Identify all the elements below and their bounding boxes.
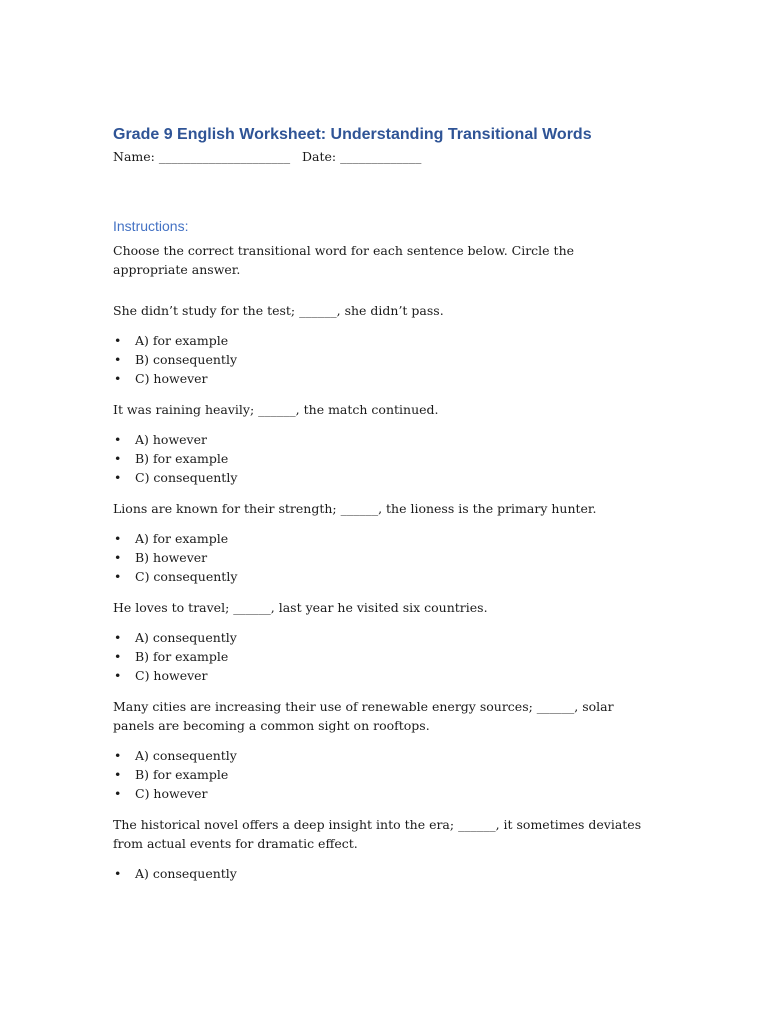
answer-option[interactable] [113, 567, 648, 586]
answer-option[interactable] [113, 647, 648, 666]
question-text: Many cities are increasing their use of renewable energy sources; ______, solar panels are becoming a common sight on rooftops. [113, 699, 614, 733]
bullet-icon: • [114, 767, 122, 782]
answer-option-label: B) for example [135, 649, 229, 664]
answer-options [113, 430, 648, 487]
bullet-icon: • [114, 630, 122, 645]
question-block [113, 499, 648, 586]
bullet-icon: • [114, 432, 122, 447]
question-block [113, 815, 648, 883]
instructions-heading: Instructions: [113, 218, 189, 234]
bullet-icon: • [114, 748, 122, 763]
answer-option-label: A) however [135, 432, 207, 447]
answer-option-label: B) consequently [135, 352, 238, 367]
bullet-icon: • [114, 569, 122, 584]
answer-option[interactable] [113, 784, 648, 803]
question-text: He loves to travel; ______, last year he visited six countries. [113, 600, 488, 615]
instructions-text: Choose the correct transitional word for each sentence below. Circle the appropriate answer. [113, 243, 575, 277]
answer-option-label: C) however [135, 786, 208, 801]
answer-option[interactable] [113, 864, 648, 883]
answer-options [113, 628, 648, 685]
answer-option-label: A) for example [135, 333, 229, 348]
answer-option[interactable] [113, 369, 648, 388]
answer-option-label: C) consequently [135, 569, 238, 584]
answer-option[interactable] [113, 449, 648, 468]
answer-option[interactable] [113, 430, 648, 449]
answer-option[interactable] [113, 666, 648, 685]
question-block [113, 400, 648, 487]
answer-option-label: B) for example [135, 451, 229, 466]
answer-option[interactable] [113, 529, 648, 548]
bullet-icon: • [114, 371, 122, 386]
bullet-icon: • [114, 531, 122, 546]
answer-option-label: B) however [135, 550, 208, 565]
answer-option-label: A) for example [135, 531, 229, 546]
answer-option-label: B) for example [135, 767, 229, 782]
answer-option-label: C) however [135, 371, 208, 386]
answer-option[interactable] [113, 746, 648, 765]
bullet-icon: • [114, 451, 122, 466]
bullet-icon: • [114, 866, 122, 881]
answer-option-label: A) consequently [135, 630, 237, 645]
answer-option[interactable] [113, 350, 648, 369]
question-text: She didn’t study for the test; ______, she didn’t pass. [113, 303, 444, 318]
answer-option[interactable] [113, 548, 648, 567]
question-block [113, 598, 648, 685]
answer-options [113, 529, 648, 586]
question-block [113, 301, 648, 388]
answer-option[interactable] [113, 765, 648, 784]
question-text: The historical novel offers a deep insight into the era; ______, it sometimes deviates from actual events for dramatic effect. [113, 817, 642, 851]
answer-option-label: A) consequently [135, 748, 237, 763]
answer-options [113, 331, 648, 388]
bullet-icon: • [114, 333, 122, 348]
bullet-icon: • [114, 550, 122, 565]
answer-options [113, 746, 648, 803]
bullet-icon: • [114, 649, 122, 664]
answer-option-label: C) consequently [135, 470, 238, 485]
question-block [113, 697, 648, 803]
bullet-icon: • [114, 786, 122, 801]
answer-option[interactable] [113, 468, 648, 487]
name-date-line: Name: _____________________ Date: _____________ [113, 149, 422, 164]
answer-option[interactable] [113, 331, 648, 350]
bullet-icon: • [114, 352, 122, 367]
answer-option-label: A) consequently [135, 866, 237, 881]
question-text: It was raining heavily; ______, the match continued. [113, 402, 439, 417]
answer-options [113, 864, 648, 883]
question-list [113, 301, 648, 883]
worksheet-title: Grade 9 English Worksheet: Understanding Transitional Words [113, 126, 592, 143]
question-text: Lions are known for their strength; ______, the lioness is the primary hunter. [113, 501, 597, 516]
answer-option-label: C) however [135, 668, 208, 683]
bullet-icon: • [114, 470, 122, 485]
bullet-icon: • [114, 668, 122, 683]
answer-option[interactable] [113, 628, 648, 647]
